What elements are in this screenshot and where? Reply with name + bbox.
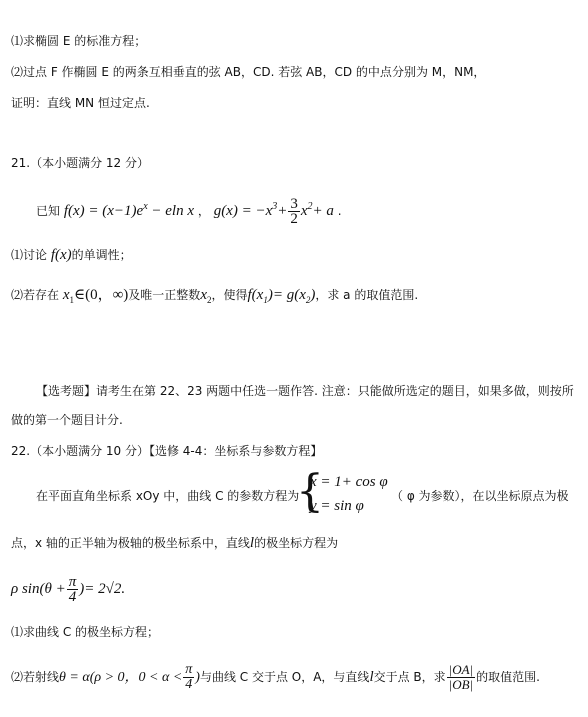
problem-22-part-2: ⑵若射线θ = α(ρ > 0，0 < α < $\frac{\pi}{4}$ )与曲线 C 交于点 O，A，与直线l交于点 B，求 $\frac{|OA|}{|OB|}$ 的取值范围. [11, 662, 540, 693]
elective-notice-line-1: 【选考题】请考生在第 22、23 两题中任选一题作答. 注意：只能做所选定的题目，如果多做，则按所 [36, 384, 574, 398]
param-note: （ φ 为参数），在以坐标原点为极 [391, 489, 569, 503]
problem-21-header: 21.（本小题满分 12 分） [11, 156, 149, 170]
problem-21-part-2: ⑵若存在 $x_1\in(0$，∞)及唯一正整数$x_2$，使得$f(x_1)= g(x_2)$，求 a 的取值范围. [11, 287, 419, 305]
problem-22-part-1: ⑴求曲线 C 的极坐标方程； [11, 625, 160, 639]
problem-22-intro: 在平面直角坐标系 xOy 中，曲线 C 的参数方程为 [36, 489, 300, 503]
f-definition: $f(x) = (x-1)e^x - eln$ x [63, 201, 195, 219]
g-definition: $g(x) = -x^3+$ $\frac{3}{2}$ $x^2+ a$ [213, 196, 334, 228]
polar-equation: ρ sin(θ + $\frac{\pi}{4}$ )= 2√2. [11, 574, 126, 606]
question-part-2: ⑵过点 F 作椭圆 E 的两条互相垂直的弦 AB，CD. 若弦 AB，CD 的中点分别为 M，NM， [11, 65, 486, 79]
param-eq-x: x = 1+ cos φ [310, 474, 388, 490]
problem-22-header: 22.（本小题满分 10 分）【选修 4-4：坐标系与参数方程】 [11, 444, 323, 458]
question-part-1: ⑴求椭圆 E 的标准方程； [11, 34, 147, 48]
proof-statement: 证明：直线 MN 恒过定点. [11, 96, 150, 110]
param-eq-y: y = sin φ [310, 498, 364, 514]
given-prefix: 已知 [36, 204, 64, 218]
separator: ， [197, 204, 210, 218]
problem-21-part-1: ⑴讨论 f(x)的单调性； [11, 247, 132, 263]
elective-notice-line-2: 做的第一个题目计分. [11, 413, 123, 427]
problem-21-given: 已知 $f(x) = (x-1)e^x - eln$ x ， $g(x) = -x^3+$ $\frac{3}{2}$ $x^2+ a$ . [36, 196, 342, 228]
problem-22-line-2: 点，x 轴的正半轴为极轴的极坐标系中，直线l的极坐标方程为 [11, 535, 339, 551]
